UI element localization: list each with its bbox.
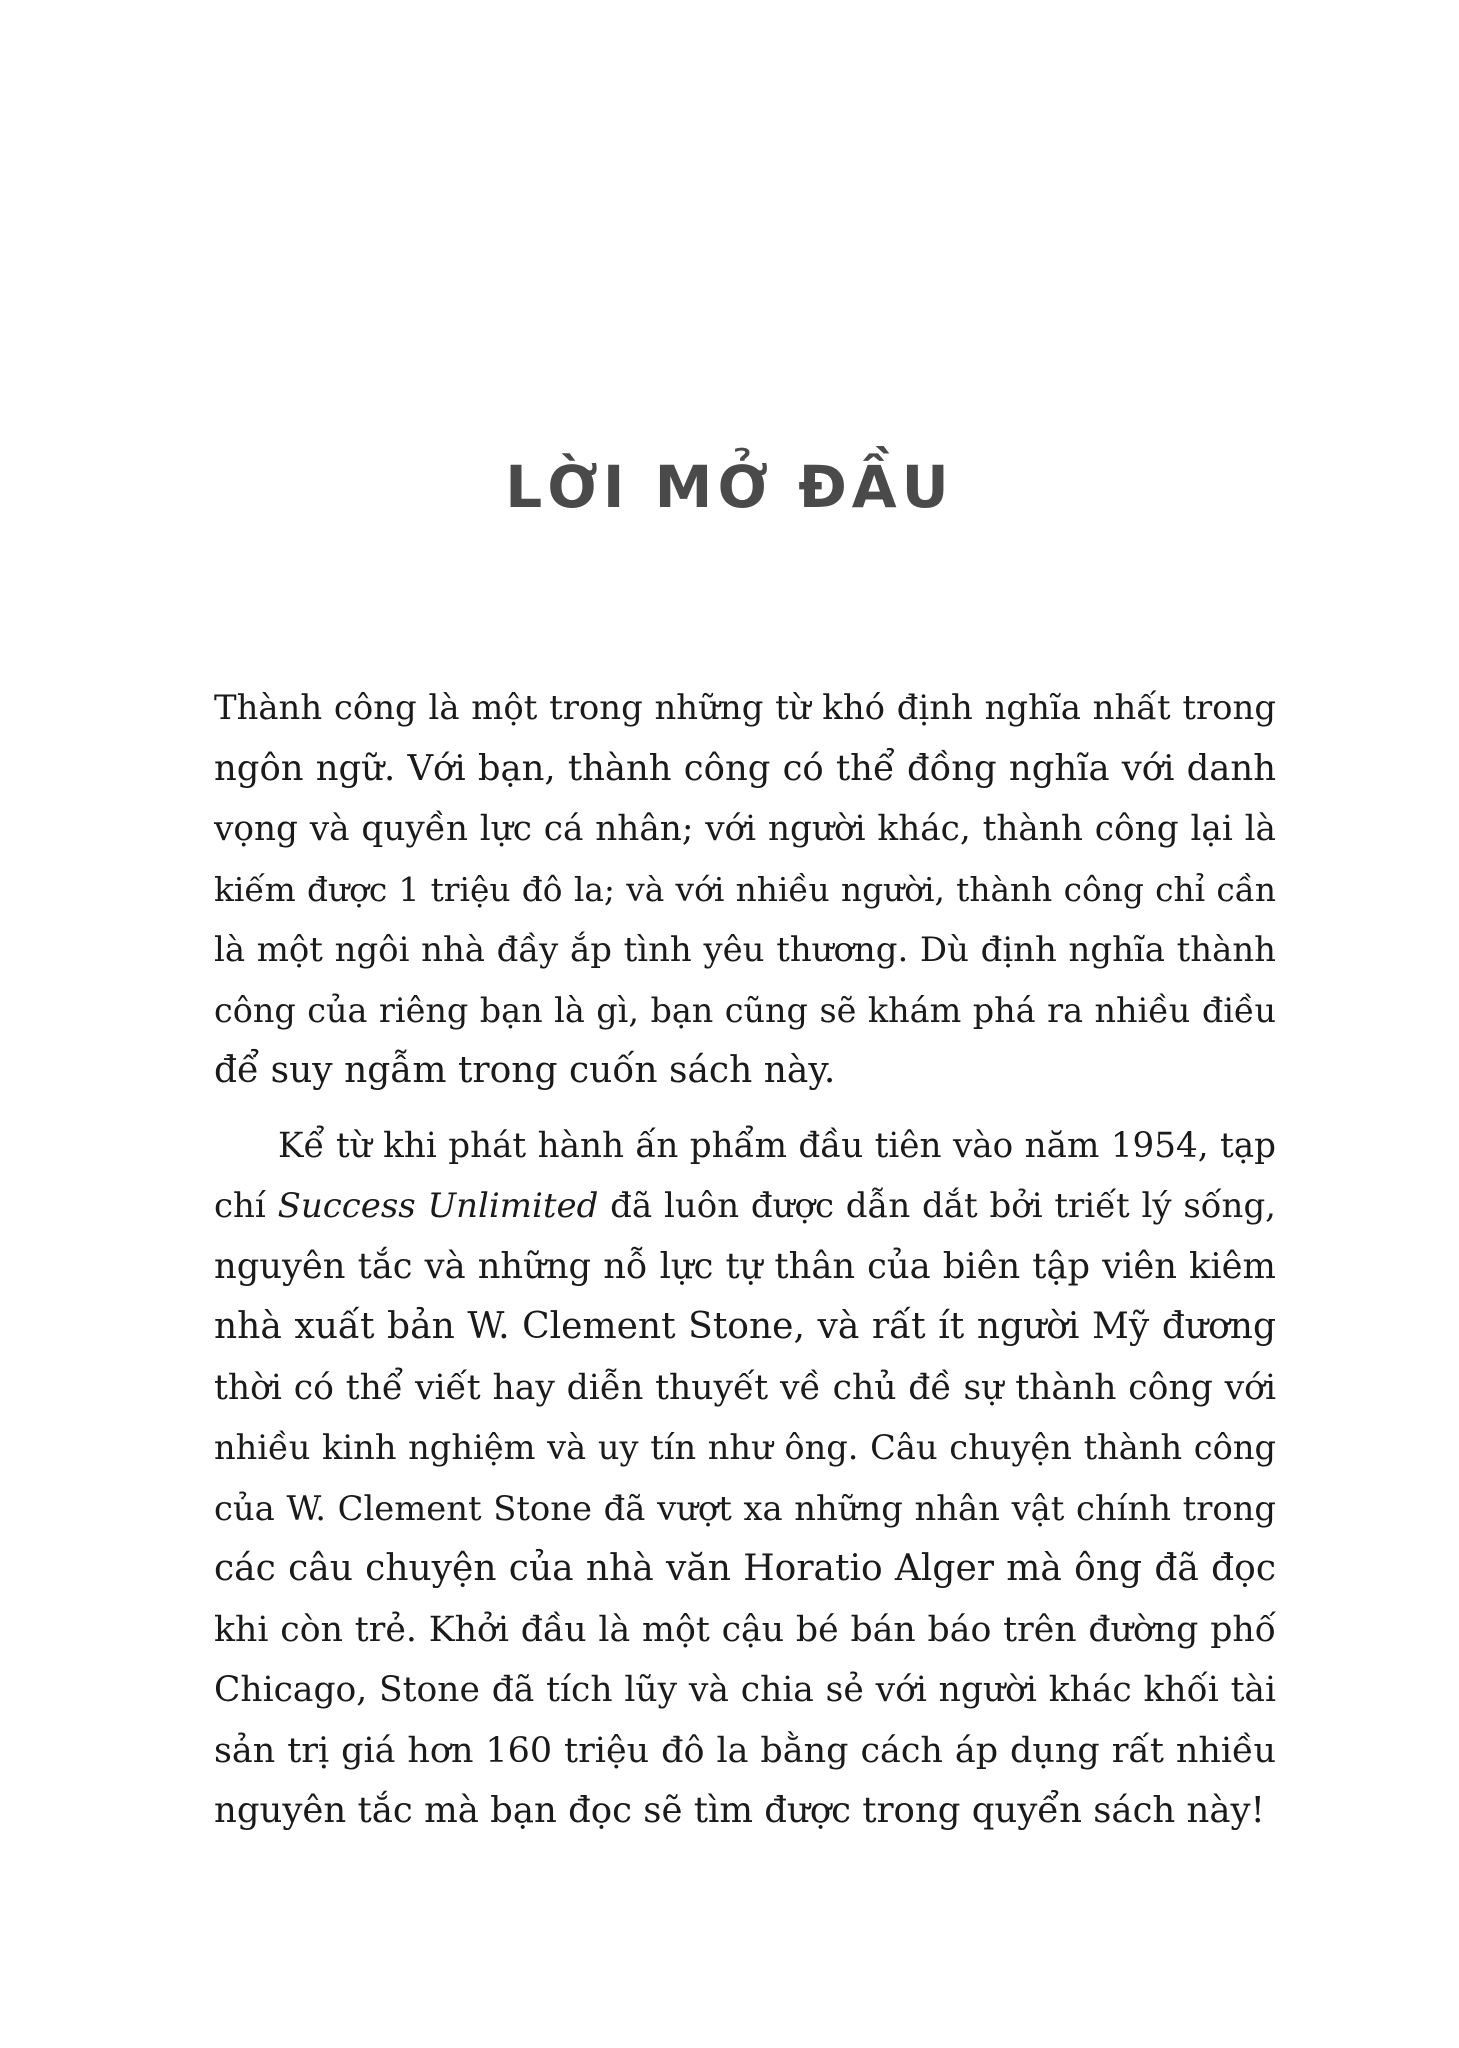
text-line: công của riêng bạn là gì, bạn cũng sẽ khám phá ra nhiều điều <box>214 990 1276 1030</box>
text-line: Chicago, Stone đã tích lũy và chia sẻ với người khác khối tài <box>214 1670 1276 1710</box>
magazine-title: Success Unlimited <box>277 1186 599 1226</box>
text-line: các câu chuyện của nhà văn Horatio Alger mà ông đã đọc <box>214 1548 1276 1589</box>
text-run: chí <box>214 1186 278 1226</box>
text-run: đã luôn được dẫn dắt bởi triết lý sống, <box>598 1186 1276 1226</box>
text-line: khi còn trẻ. Khởi đầu là một cậu bé bán báo trên đường phố <box>214 1609 1276 1650</box>
text-line: ngôn ngữ. Với bạn, thành công có thể đồng nghĩa với danh <box>214 747 1276 789</box>
paragraph-1 <box>214 678 1276 1102</box>
text-line: nguyên tắc và những nỗ lực tự thân của biên tập viên kiêm <box>214 1245 1276 1287</box>
body-text <box>214 678 1276 1842</box>
paragraph-2 <box>214 1116 1276 1842</box>
text-line: nguyên tắc mà bạn đọc sẽ tìm được trong quyển sách này! <box>214 1790 1265 1831</box>
text-line: kiếm được 1 triệu đô la; và với nhiều người, thành công chỉ cần <box>214 870 1276 909</box>
text-line: là một ngôi nhà đầy ắp tình yêu thương. Dù định nghĩa thành <box>214 930 1276 969</box>
text-line: Thành công là một trong những từ khó định nghĩa nhất trong <box>214 688 1276 727</box>
text-line: Kể từ khi phát hành ấn phẩm đầu tiên vào năm 1954, tạp <box>278 1125 1276 1166</box>
text-line: để suy ngẫm trong cuốn sách này. <box>214 1050 836 1091</box>
text-line-with-italic <box>214 1176 1276 1237</box>
text-line: vọng và quyền lực cá nhân; với người khác, thành công lại là <box>214 809 1276 849</box>
text-line: của W. Clement Stone đã vượt xa những nhân vật chính trong <box>214 1488 1276 1528</box>
chapter-heading: LỜI MỞ ĐẦU <box>505 453 954 521</box>
text-line: sản trị giá hơn 160 triệu đô la bằng cách áp dụng rất nhiều <box>214 1730 1276 1771</box>
text-line: thời có thể viết hay diễn thuyết về chủ đề sự thành công với <box>214 1367 1276 1408</box>
text-line: nhà xuất bản W. Clement Stone, và rất ít người Mỹ đương <box>214 1306 1276 1347</box>
text-line: nhiều kinh nghiệm và uy tín như ông. Câu chuyện thành công <box>214 1428 1276 1467</box>
